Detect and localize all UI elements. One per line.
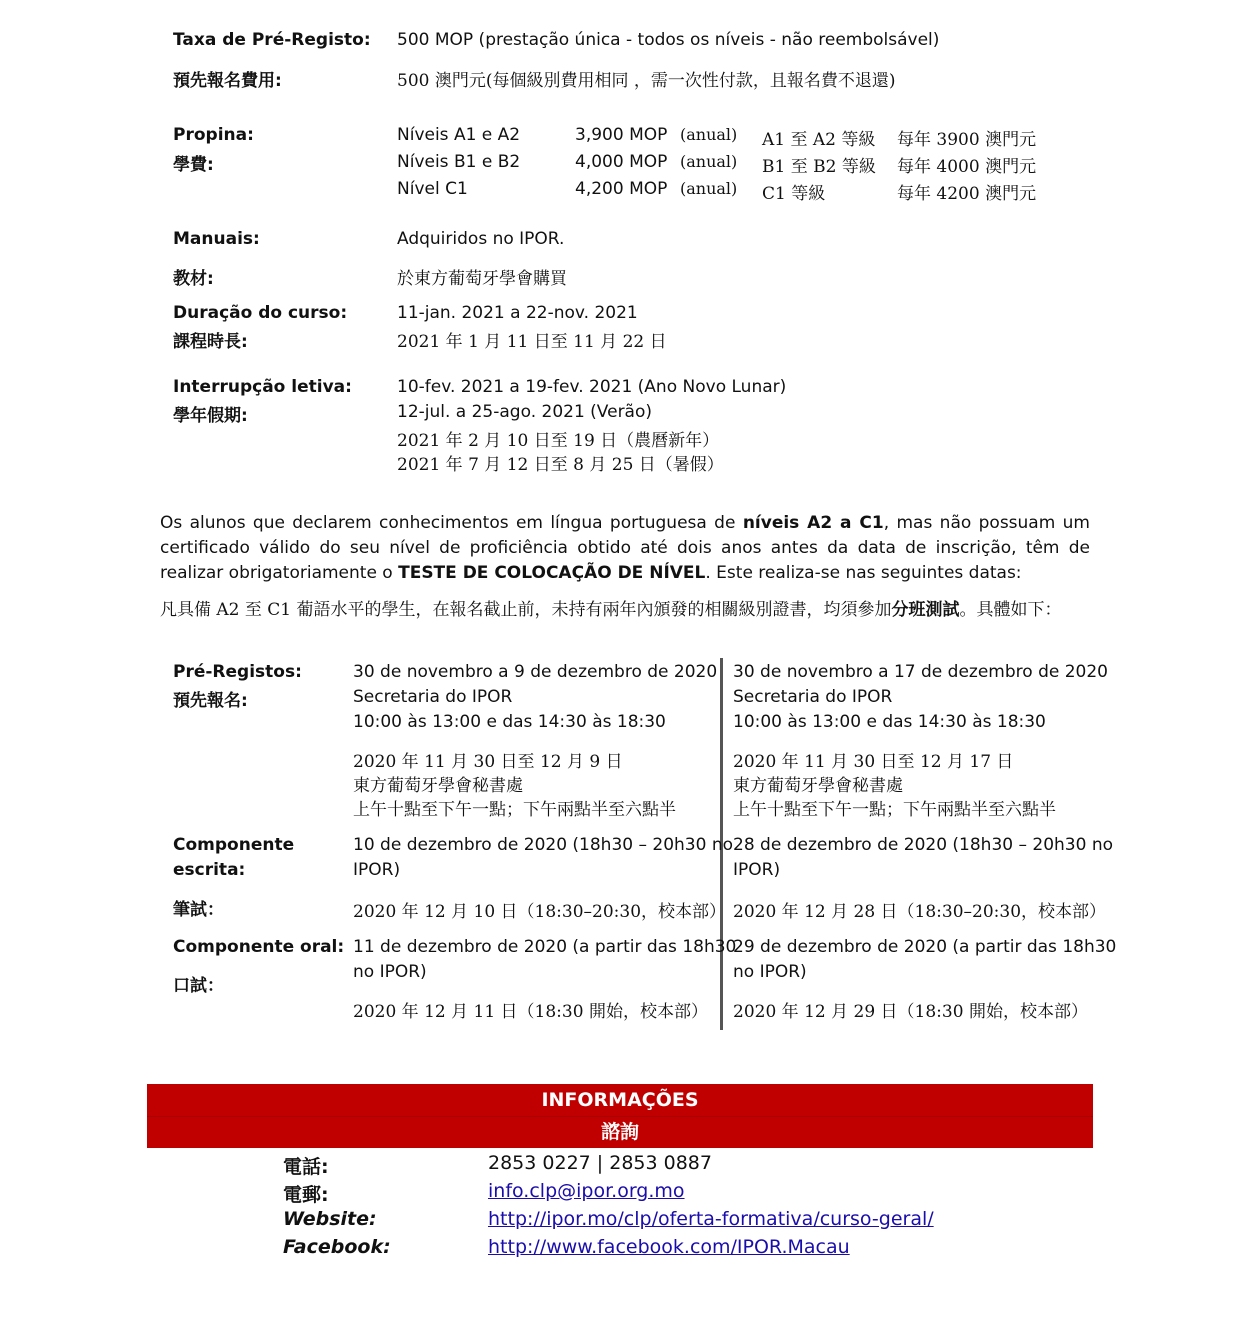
interrupcao-line: 10-fev. 2021 a 19-fev. 2021 (Ano Novo Lunar) <box>397 377 787 397</box>
escrita-label-zh: 筆試： <box>173 900 224 920</box>
facebook-label: Facebook: <box>283 1236 391 1258</box>
propina-label: Propina: <box>173 125 254 145</box>
col1-pre-zh-line: 東方葡萄牙學會秘書處 <box>353 776 523 796</box>
col1-pre-zh-line: 2020 年 11 月 30 日至 12 月 9 日 <box>353 752 623 772</box>
col1-pre-line: Secretaria do IPOR <box>353 687 513 707</box>
manuais-value: Adquiridos no IPOR. <box>397 229 565 249</box>
placement-notice-zh <box>160 598 1090 623</box>
col1-escrita-line: IPOR) <box>353 860 401 880</box>
facebook-link[interactable]: http://www.facebook.com/IPOR.Macau <box>488 1236 850 1258</box>
manuais-label-zh: 教材: <box>173 269 214 289</box>
propina-label-zh: 學費: <box>173 155 214 175</box>
duracao-value: 11-jan. 2021 a 22-nov. 2021 <box>397 303 638 323</box>
placement-notice-pt <box>160 511 1090 586</box>
notice-text: , mas não possuam um certificado válido do seu nível de proficiência obtido até dois anos antes da data de inscrição, têm de realizar obrigatoriamente o <box>160 513 1090 583</box>
notice-test-name: 分班測試 <box>891 600 960 620</box>
propina-amount: 4,000 MOP <box>575 152 668 172</box>
col2-pre-zh-line: 上午十點至下午一點；下午兩點半至六點半 <box>733 800 1056 820</box>
phone-value: 2853 0227 | 2853 0887 <box>488 1152 712 1174</box>
notice-text: Os alunos que declarem conhecimentos em língua portuguesa de <box>160 513 743 533</box>
interrupcao-label: Interrupção letiva: <box>173 377 352 397</box>
col2-oral-zh: 2020 年 12 月 29 日（18:30 開始，校本部） <box>733 1002 1088 1022</box>
col1-escrita-line: 10 de dezembro de 2020 (18h30 – 20h30 no <box>353 835 734 855</box>
pre-registos-label-zh: 預先報名: <box>173 691 248 711</box>
propina-level-zh: A1 至 A2 等級 <box>762 130 876 150</box>
pre-registo-value: 500 MOP (prestação única - todos os níveis - não reembolsável) <box>397 30 940 50</box>
col1-oral-zh: 2020 年 12 月 11 日（18:30 開始，校本部） <box>353 1002 708 1022</box>
email-link[interactable]: info.clp@ipor.org.mo <box>488 1180 685 1202</box>
col2-escrita-line: IPOR) <box>733 860 781 880</box>
col1-oral-line: 11 de dezembro de 2020 (a partir das 18h30 <box>353 937 737 957</box>
propina-period: (anual) <box>680 179 738 198</box>
propina-level: Níveis B1 e B2 <box>397 152 521 172</box>
notice-test-name: TESTE DE COLOCAÇÃO DE NÍVEL <box>398 563 706 583</box>
col2-escrita-line: 28 de dezembro de 2020 (18h30 – 20h30 no <box>733 835 1114 855</box>
propina-amount-zh: 每年 4200 澳門元 <box>897 184 1037 204</box>
duracao-label: Duração do curso: <box>173 303 348 323</box>
pre-registo-value-zh: 500 澳門元(每個級別費用相同 ，需一次性付款，且報名費不退還) <box>397 71 896 91</box>
pre-registos-label: Pré-Registos: <box>173 662 302 682</box>
col1-pre-line: 10:00 às 13:00 e das 14:30 às 18:30 <box>353 712 666 732</box>
propina-level-zh: B1 至 B2 等級 <box>762 157 876 177</box>
duracao-label-zh: 課程時長: <box>173 332 248 352</box>
col2-oral-line: 29 de dezembro de 2020 (a partir das 18h30 <box>733 937 1117 957</box>
propina-amount-zh: 每年 3900 澳門元 <box>897 130 1037 150</box>
col2-pre-line: Secretaria do IPOR <box>733 687 893 707</box>
propina-level-zh: C1 等級 <box>762 184 826 204</box>
phone-label: 電話: <box>283 1156 329 1178</box>
col2-pre-line: 30 de novembro a 17 de dezembro de 2020 <box>733 662 1108 682</box>
propina-amount: 4,200 MOP <box>575 179 668 199</box>
manuais-label: Manuais: <box>173 229 260 249</box>
interrupcao-label-zh: 學年假期: <box>173 406 248 426</box>
manuais-value-zh: 於東方葡萄牙學會購買 <box>397 269 567 289</box>
notice-text: 。具體如下： <box>959 600 1062 620</box>
col1-escrita-zh: 2020 年 12 月 10 日（18:30–20:30，校本部） <box>353 902 727 922</box>
col1-oral-line: no IPOR) <box>353 962 427 982</box>
propina-level: Níveis A1 e A2 <box>397 125 521 145</box>
propina-period: (anual) <box>680 125 738 144</box>
col2-pre-zh-line: 東方葡萄牙學會秘書處 <box>733 776 903 796</box>
propina-amount-zh: 每年 4000 澳門元 <box>897 157 1037 177</box>
oral-label-zh: 口試： <box>173 976 224 996</box>
info-banner-title: INFORMAÇÕES <box>147 1084 1093 1116</box>
col2-escrita-zh: 2020 年 12 月 28 日（18:30–20:30，校本部） <box>733 902 1107 922</box>
website-link[interactable]: http://ipor.mo/clp/oferta-formativa/curso-geral/ <box>488 1208 934 1230</box>
col2-pre-zh-line: 2020 年 11 月 30 日至 12 月 17 日 <box>733 752 1014 772</box>
oral-label: Componente oral: <box>173 937 345 957</box>
escrita-label: Componente <box>173 835 295 855</box>
email-label: 電郵: <box>283 1184 329 1206</box>
escrita-label: escrita: <box>173 860 246 880</box>
pre-registo-label: Taxa de Pré-Registo: <box>173 30 371 50</box>
col1-pre-line: 30 de novembro a 9 de dezembro de 2020 <box>353 662 718 682</box>
interrupcao-line: 2021 年 7 月 12 日至 8 月 25 日（暑假） <box>397 455 724 475</box>
info-banner-title-zh: 諮詢 <box>147 1116 1093 1148</box>
col2-pre-line: 10:00 às 13:00 e das 14:30 às 18:30 <box>733 712 1046 732</box>
pre-registo-label-zh: 預先報名費用: <box>173 71 282 91</box>
col2-oral-line: no IPOR) <box>733 962 807 982</box>
propina-level: Nível C1 <box>397 179 468 199</box>
propina-amount: 3,900 MOP <box>575 125 668 145</box>
website-label: Website: <box>283 1208 377 1230</box>
interrupcao-line: 2021 年 2 月 10 日至 19 日（農曆新年） <box>397 431 720 451</box>
interrupcao-line: 12-jul. a 25-ago. 2021 (Verão) <box>397 402 653 422</box>
col1-pre-zh-line: 上午十點至下午一點；下午兩點半至六點半 <box>353 800 676 820</box>
notice-text: 凡具備 A2 至 C1 葡語水平的學生，在報名截止前，未持有兩年內頒發的相關級別證書，均須參加 <box>160 600 892 620</box>
duracao-value-zh: 2021 年 1 月 11 日至 11 月 22 日 <box>397 332 667 352</box>
notice-text: . Este realiza-se nas seguintes datas: <box>705 563 1022 583</box>
propina-period: (anual) <box>680 152 738 171</box>
notice-levels: níveis A2 a C1 <box>742 513 884 533</box>
